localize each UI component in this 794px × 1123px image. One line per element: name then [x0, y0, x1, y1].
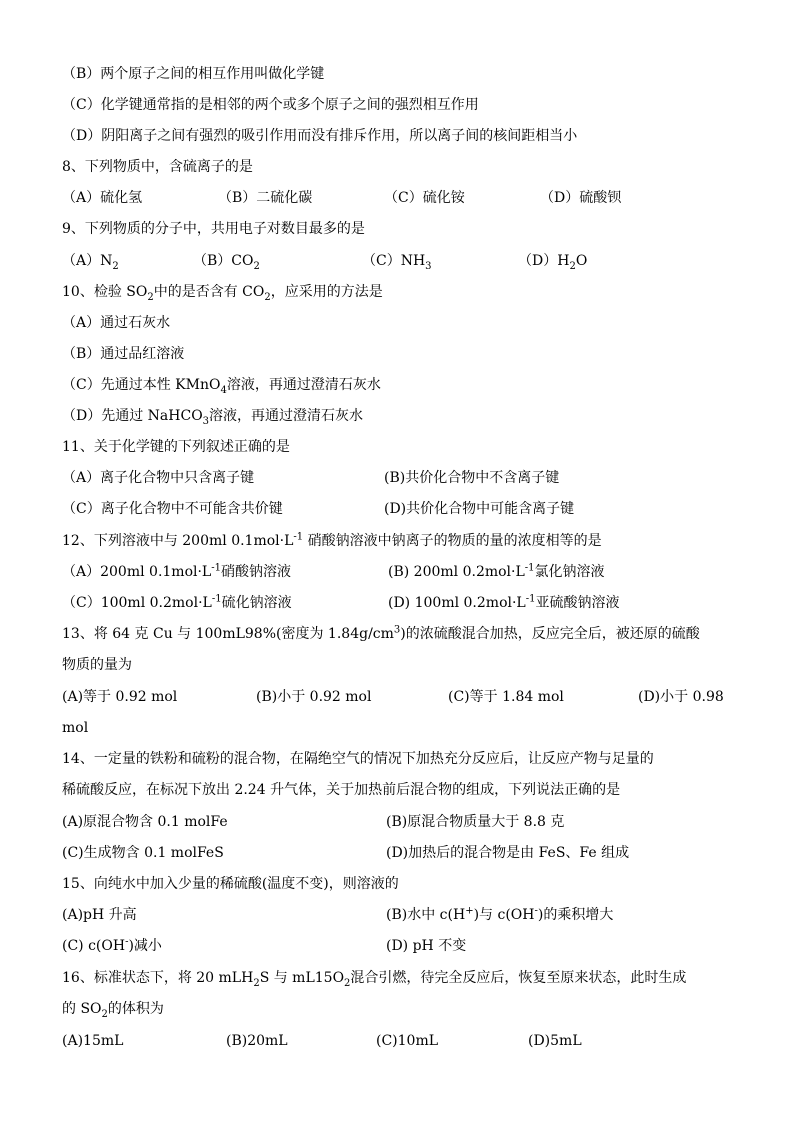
- q14-stem-line2: 稀硫酸反应，在标况下放出 2.24 升气体，关于加热前后混合物的组成，下列说法正确的是: [62, 782, 621, 798]
- q14-option-c: (C)生成物含 0.1 molFeS: [62, 845, 224, 861]
- q7-option-d: （D）阴阳离子之间有强烈的吸引作用而没有排斥作用，所以离子间的核间距相当小: [62, 128, 578, 144]
- q12-option-c: （C）100ml $0.2mol\cdot L^{-1}$硫化钠溶液: [62, 593, 292, 611]
- q8-option-b: （B）二硫化碳: [218, 190, 313, 206]
- q10-option-a: （A）通过石灰水: [62, 315, 171, 331]
- q10-option-c: （C）先通过本性 KMnO$_4$溶液，再通过澄清石灰水: [62, 377, 381, 396]
- q10-stem: 10、检验 $SO_2$中的是否含有 $CO_2$，应采用的方法是: [62, 284, 383, 303]
- q8-option-c: （C）硫化铵: [384, 190, 465, 206]
- q13-option-d: (D)小于 0.98: [638, 689, 724, 705]
- q11-stem: 11、关于化学键的下列叙述正确的是: [62, 439, 290, 455]
- q14-option-d: (D)加热后的混合物是由 FeS、Fe 组成: [386, 845, 630, 861]
- q12-stem: 12、下列溶液中与 200ml $0.1mol\cdot L^{-1}$ 硝酸钠溶液中钠离子的物质的量的浓度相等的是: [62, 531, 602, 549]
- q16-stem-line2: 的 $SO_2$的体积为: [62, 1001, 164, 1020]
- q15-stem: 15、向纯水中加入少量的稀硫酸(温度不变)，则溶液的: [62, 876, 399, 892]
- q11-option-c: （C）离子化合物中不可能含共价键: [62, 501, 283, 517]
- q14-stem-line1: 14、一定量的铁粉和硫粉的混合物，在隔绝空气的情况下加热充分反应后，让反应产物与足量的: [62, 751, 654, 767]
- q13-option-b: (B)小于 0.92 mol: [256, 689, 372, 705]
- q16-option-a: (A)15mL: [62, 1033, 124, 1049]
- q9-option-b: $(B)CO_2$: [193, 253, 260, 272]
- q13-stem-line1: 13、将 64 克 Cu 与 100mL98%(密度为 $1.84g/cm^3$)的浓硫酸混合加热，反应完全后，被还原的硫酸: [62, 624, 700, 642]
- q15-option-d: (D) pH 不变: [386, 938, 467, 954]
- q8-stem: 8、下列物质中，含硫离子的是: [62, 159, 253, 175]
- q13-option-a: (A)等于 0.92 mol: [62, 689, 178, 705]
- q13-option-d-wrap: mol: [62, 720, 89, 736]
- q16-option-c: (C)10mL: [376, 1033, 439, 1049]
- q16-option-d: (D)5mL: [528, 1033, 582, 1049]
- q11-option-d: (D)共价化合物中可能含离子键: [384, 501, 575, 517]
- q9-option-c: $(C)NH_3$: [362, 253, 432, 272]
- q7-option-c: （C）化学键通常指的是相邻的两个或多个原子之间的强烈相互作用: [62, 97, 479, 113]
- q15-option-a: (A)pH 升高: [62, 907, 137, 923]
- q14-option-b: (B)原混合物质量大于 8.8 克: [386, 814, 565, 830]
- q12-option-d: (D) 100ml $0.2mol\cdot L^{-1}$亚硫酸钠溶液: [388, 593, 620, 611]
- q15-option-c: (C) c(OH-)减小: [62, 936, 162, 954]
- q15-option-b: (B)水中 c(H+)与 c(OH-)的乘积增大: [386, 905, 614, 923]
- q13-option-c: (C)等于 1.84 mol: [448, 689, 564, 705]
- q12-option-b: (B) 200ml $0.2mol\cdot L^{-1}$氯化钠溶液: [388, 562, 605, 580]
- q8-option-d: （D）硫酸钡: [540, 190, 622, 206]
- q13-stem-line2: 物质的量为: [62, 657, 132, 673]
- q9-option-d: $(D)H_2O$: [518, 253, 588, 272]
- q11-option-a: （A）离子化合物中只含离子键: [62, 470, 255, 486]
- q9-option-a: $(A)N_2$: [62, 253, 119, 272]
- q12-option-a: （A）200ml $0.1mol\cdot L^{-1}$硝酸钠溶液: [62, 562, 291, 580]
- q10-option-d: （D）先通过 NaHCO$_3$溶液，再通过澄清石灰水: [62, 408, 364, 427]
- q7-option-b: （B）两个原子之间的相互作用叫做化学键: [62, 66, 325, 82]
- q14-option-a: (A)原混合物含 0.1 molFe: [62, 814, 228, 830]
- q16-stem-line1: 16、标准状态下，将 20 mLH$_2$S 与 $mL15O_2$混合引燃，待完全反应后，恢复至原来状态，此时生成: [62, 970, 687, 989]
- q9-stem: 9、下列物质的分子中，共用电子对数目最多的是: [62, 221, 365, 237]
- q8-option-a: （A）硫化氢: [62, 190, 143, 206]
- q10-option-b: （B）通过品红溶液: [62, 346, 185, 362]
- q16-option-b: (B)20mL: [226, 1033, 288, 1049]
- q11-option-b: (B)共价化合物中不含离子键: [384, 470, 560, 486]
